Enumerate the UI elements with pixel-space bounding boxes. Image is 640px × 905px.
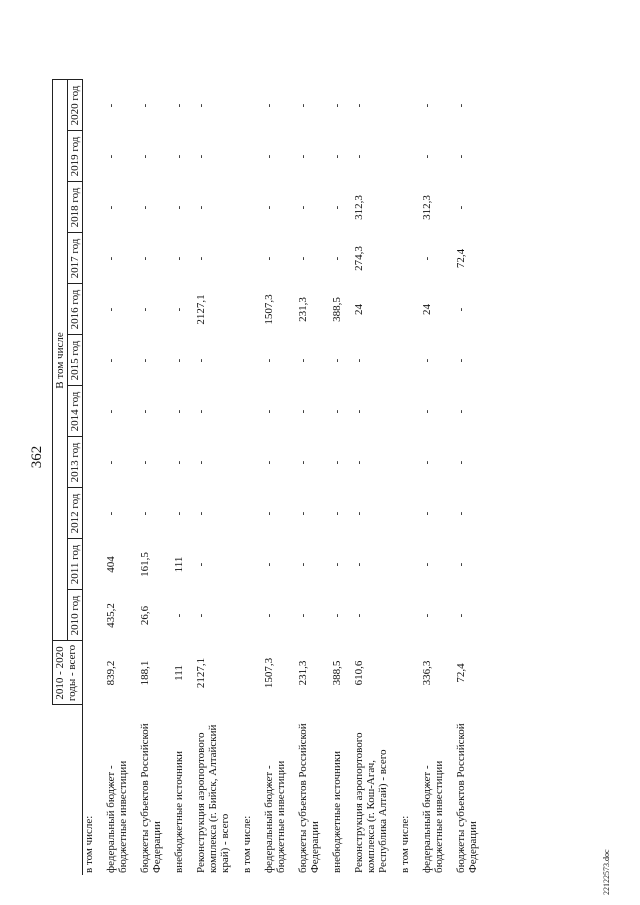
table-row	[139, 80, 163, 875]
row-year-value	[83, 233, 96, 284]
row-year-value: -	[173, 511, 185, 516]
row-year-value	[83, 539, 96, 590]
row-year-value: -	[263, 103, 275, 108]
row-year-value: 231,3	[297, 297, 309, 322]
row-year-value	[241, 335, 253, 386]
header-year: 2010 год	[68, 590, 83, 641]
row-year-value	[241, 131, 253, 182]
row-total: 188,1	[139, 660, 151, 686]
table-row	[173, 80, 185, 875]
header-year: 2018 год	[68, 182, 83, 233]
row-year-value: -	[105, 409, 117, 414]
row-label: в том числе:	[83, 815, 95, 873]
row-year-value: -	[297, 103, 309, 108]
row-year-value	[83, 488, 96, 539]
row-total	[83, 641, 96, 705]
row-year-value: -	[455, 613, 467, 618]
row-year-value: -	[353, 409, 365, 414]
row-spacer	[287, 80, 297, 875]
funding-table	[52, 80, 489, 876]
row-year-value: -	[173, 409, 185, 414]
row-label: внебюджетные источники	[173, 750, 185, 873]
row-year-value: 2127,1	[195, 294, 207, 325]
table-row	[195, 80, 231, 875]
row-spacer	[343, 80, 353, 875]
row-year-value: -	[297, 358, 309, 363]
row-spacer	[163, 80, 173, 875]
row-spacer-cell	[287, 80, 297, 875]
row-year-value: -	[421, 103, 433, 108]
row-year-value	[241, 80, 253, 131]
row-year-value: -	[331, 460, 343, 465]
row-year-value: -	[455, 562, 467, 567]
header-year: 2017 год	[68, 233, 83, 284]
row-year-value: -	[421, 256, 433, 261]
row-spacer	[95, 80, 105, 875]
header-year: 2013 год	[68, 437, 83, 488]
row-year-value: -	[173, 154, 185, 159]
row-year-value: -	[105, 511, 117, 516]
row-year-value: -	[195, 613, 207, 618]
row-year-value: -	[455, 460, 467, 465]
row-total: 839,2	[105, 660, 117, 686]
row-year-value	[241, 284, 253, 335]
row-year-value: 312,3	[353, 195, 365, 220]
row-label: в том числе:	[399, 815, 411, 873]
row-year-value: -	[263, 409, 275, 414]
row-spacer-cell	[343, 80, 353, 875]
row-year-value: -	[297, 205, 309, 210]
row-spacer	[231, 80, 241, 875]
header-year: 2012 год	[68, 488, 83, 539]
row-year-value	[83, 182, 96, 233]
row-year-value: 72,4	[455, 248, 467, 269]
row-year-value: -	[263, 205, 275, 210]
row-year-value: -	[105, 103, 117, 108]
table-row	[455, 80, 479, 875]
table-row	[241, 80, 253, 875]
row-year-value: -	[105, 256, 117, 261]
row-year-value	[399, 131, 411, 182]
row-year-value	[241, 488, 253, 539]
table-row	[421, 80, 445, 875]
row-year-value: -	[455, 409, 467, 414]
row-label: федеральный бюджет - бюджетные инвестиции	[421, 760, 445, 873]
table-row	[297, 80, 321, 875]
page-number: 362	[29, 445, 45, 469]
header-year: 2011 год	[68, 539, 83, 590]
row-spacer	[389, 80, 399, 875]
row-year-value: -	[331, 205, 343, 210]
row-label: Реконструкция аэропортового комплекса (г. Кош-Агач, Республика Алтай) - всего	[353, 732, 389, 873]
row-year-value: 1507,3	[263, 294, 275, 325]
row-label: Реконструкция аэропортового комплекса (г. Бийск, Алтайский край) - всего	[195, 724, 231, 873]
row-label: федеральный бюджет - бюджетные инвестиции	[105, 760, 129, 873]
row-year-value	[399, 539, 411, 590]
row-year-value: -	[263, 562, 275, 567]
row-year-value: -	[139, 154, 151, 159]
row-year-value: -	[421, 409, 433, 414]
row-year-value	[399, 80, 411, 131]
row-spacer-cell	[321, 80, 331, 875]
row-year-value: -	[331, 613, 343, 618]
row-year-value: -	[297, 256, 309, 261]
row-total: 388,5	[331, 660, 343, 686]
row-year-value: -	[455, 307, 467, 312]
table-row	[83, 80, 96, 875]
row-label: бюджеты субъектов Российской Федерации	[139, 723, 163, 873]
row-year-value: 388,5	[331, 297, 343, 322]
row-year-value: -	[331, 409, 343, 414]
row-year-value: -	[331, 358, 343, 363]
row-year-value: -	[195, 562, 207, 567]
row-year-value: -	[263, 613, 275, 618]
row-year-value	[399, 437, 411, 488]
row-year-value: -	[455, 511, 467, 516]
row-year-value: -	[353, 511, 365, 516]
table-row	[353, 80, 389, 875]
row-spacer	[129, 80, 139, 875]
row-year-value: -	[139, 358, 151, 363]
row-spacer-cell	[185, 80, 195, 875]
row-year-value	[83, 590, 96, 641]
row-year-value: -	[455, 205, 467, 210]
row-total: 72,4	[455, 663, 467, 683]
row-year-value: -	[195, 256, 207, 261]
row-label: бюджеты субъектов Российской Федерации	[455, 723, 479, 873]
row-year-value: -	[297, 409, 309, 414]
row-year-value: -	[353, 613, 365, 618]
row-year-value: -	[331, 256, 343, 261]
row-total	[399, 641, 411, 705]
row-total: 111	[173, 665, 185, 681]
row-spacer-cell	[445, 80, 455, 875]
row-year-value: -	[195, 103, 207, 108]
row-year-value	[241, 182, 253, 233]
row-total: 336,3	[421, 660, 433, 686]
row-spacer-cell	[253, 80, 263, 875]
row-year-value: -	[455, 103, 467, 108]
row-year-value: 435,2	[105, 603, 117, 628]
row-label: бюджеты субъектов Российской Федерации	[297, 723, 321, 873]
row-year-value	[83, 131, 96, 182]
table-row	[399, 80, 411, 875]
row-spacer-cell	[95, 80, 105, 875]
row-year-value: -	[421, 613, 433, 618]
row-year-value: 274,3	[353, 246, 365, 271]
row-label: внебюджетные источники	[331, 750, 343, 873]
row-year-value: -	[173, 358, 185, 363]
row-year-value: -	[421, 562, 433, 567]
row-year-value: -	[195, 460, 207, 465]
row-year-value: -	[173, 613, 185, 618]
row-year-value: -	[353, 103, 365, 108]
row-spacer	[253, 80, 263, 875]
row-year-value: -	[297, 460, 309, 465]
row-spacer	[445, 80, 455, 875]
row-year-value: -	[195, 154, 207, 159]
row-year-value: -	[105, 358, 117, 363]
row-year-value	[399, 182, 411, 233]
row-year-value: -	[353, 460, 365, 465]
row-year-value: 111	[173, 556, 185, 573]
row-year-value: -	[297, 562, 309, 567]
row-year-value: -	[105, 460, 117, 465]
row-spacer-cell	[479, 80, 489, 875]
row-year-value: -	[455, 358, 467, 363]
row-label: федеральный бюджет - бюджетные инвестиции	[263, 760, 287, 873]
row-year-value: -	[195, 358, 207, 363]
row-year-value: -	[421, 511, 433, 516]
row-total	[241, 641, 253, 705]
table-row	[263, 80, 287, 875]
row-year-value: 404	[105, 556, 117, 573]
row-year-value: -	[139, 511, 151, 516]
table-row	[105, 80, 129, 875]
header-total-line2: годы - всего	[66, 644, 78, 702]
row-year-value: -	[297, 613, 309, 618]
row-year-value: -	[331, 562, 343, 567]
row-year-value: -	[331, 154, 343, 159]
row-total: 1507,3	[263, 657, 275, 689]
row-year-value	[83, 80, 96, 131]
footer-filename: 22122573.doc	[602, 849, 611, 895]
row-year-value: -	[297, 511, 309, 516]
row-spacer	[321, 80, 331, 875]
row-spacer	[479, 80, 489, 875]
row-year-value: -	[139, 103, 151, 108]
row-year-value: -	[421, 460, 433, 465]
row-year-value: -	[263, 256, 275, 261]
row-spacer	[185, 80, 195, 875]
row-label: в том числе:	[241, 815, 253, 873]
row-year-value: -	[105, 154, 117, 159]
row-total: 231,3	[297, 660, 309, 686]
row-year-value: -	[421, 154, 433, 159]
row-year-value	[83, 284, 96, 335]
row-year-value: -	[421, 358, 433, 363]
row-year-value	[83, 437, 96, 488]
header-total	[53, 641, 83, 705]
row-year-value: -	[195, 205, 207, 210]
row-year-value: -	[353, 154, 365, 159]
row-year-value: 26,6	[139, 605, 151, 626]
row-year-value	[399, 488, 411, 539]
header-year: 2015 год	[68, 335, 83, 386]
row-spacer-cell	[163, 80, 173, 875]
row-year-value	[399, 335, 411, 386]
row-year-value: -	[139, 460, 151, 465]
table-body	[83, 80, 490, 875]
row-year-value	[83, 386, 96, 437]
header-total-line1: 2010 - 2020	[54, 646, 66, 700]
row-year-value	[241, 386, 253, 437]
row-year-value: -	[173, 307, 185, 312]
row-year-value: -	[353, 358, 365, 363]
row-spacer	[411, 80, 421, 875]
header-group: В том числе	[53, 80, 68, 641]
row-year-value: -	[263, 460, 275, 465]
row-year-value: -	[139, 205, 151, 210]
header-year: 2019 год	[68, 131, 83, 182]
row-year-value: -	[139, 256, 151, 261]
row-year-value: -	[297, 154, 309, 159]
row-year-value	[83, 335, 96, 386]
row-year-value	[241, 437, 253, 488]
row-year-value	[399, 590, 411, 641]
row-year-value: -	[195, 409, 207, 414]
header-year: 2016 год	[68, 284, 83, 335]
row-year-value: -	[331, 103, 343, 108]
row-year-value: -	[353, 562, 365, 567]
row-year-value	[241, 590, 253, 641]
row-year-value: 24	[421, 304, 433, 315]
row-year-value: 24	[353, 304, 365, 315]
row-year-value	[241, 539, 253, 590]
row-year-value	[399, 233, 411, 284]
row-year-value: -	[263, 154, 275, 159]
row-total: 610,6	[353, 660, 365, 686]
row-year-value	[241, 233, 253, 284]
row-year-value: -	[173, 460, 185, 465]
row-year-value: -	[105, 307, 117, 312]
row-year-value: 161,5	[139, 552, 151, 577]
row-year-value: -	[139, 409, 151, 414]
header-year: 2014 год	[68, 386, 83, 437]
row-year-value	[399, 386, 411, 437]
row-year-value: -	[195, 511, 207, 516]
row-year-value: -	[173, 256, 185, 261]
row-spacer-cell	[411, 80, 421, 875]
header-year: 2020 год	[68, 80, 83, 131]
row-year-value	[399, 284, 411, 335]
row-spacer-cell	[231, 80, 241, 875]
row-year-value: -	[455, 154, 467, 159]
row-year-value: -	[263, 511, 275, 516]
row-spacer-cell	[389, 80, 399, 875]
row-year-value: -	[331, 511, 343, 516]
table-row	[331, 80, 343, 875]
row-total: 2127,1	[195, 657, 207, 689]
row-year-value: 312,3	[421, 195, 433, 220]
row-year-value: -	[173, 103, 185, 108]
row-year-value: -	[139, 307, 151, 312]
row-spacer-cell	[129, 80, 139, 875]
row-year-value: -	[263, 358, 275, 363]
row-year-value: -	[173, 205, 185, 210]
row-year-value: -	[105, 205, 117, 210]
header-blank	[53, 705, 83, 875]
